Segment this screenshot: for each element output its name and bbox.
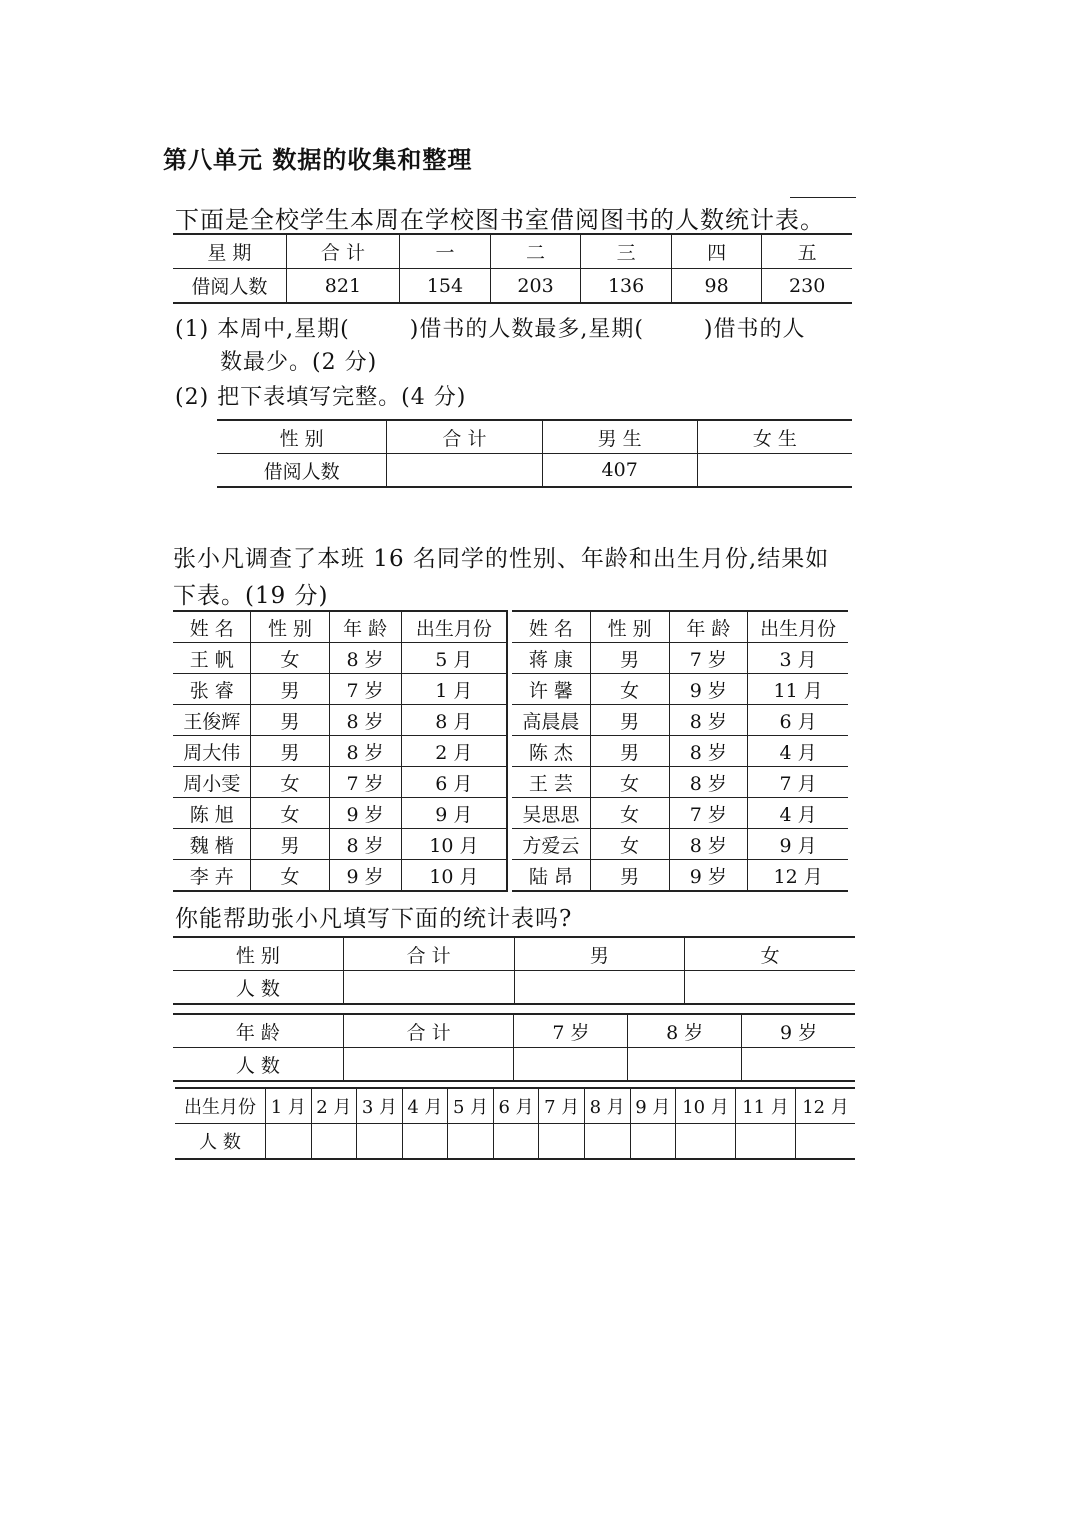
table-row bbox=[173, 767, 507, 798]
table-row bbox=[512, 767, 848, 798]
section2-prompt-line1: 张小凡调查了本班 16 名同学的性别、年龄和出生月份,结果如 bbox=[173, 546, 830, 572]
answer-cell[interactable] bbox=[311, 1124, 357, 1160]
answer-cell[interactable] bbox=[343, 971, 514, 1005]
table-cell: 女 bbox=[590, 767, 669, 798]
row-label: 人 数 bbox=[199, 1132, 241, 1153]
row-label: 借阅人数 bbox=[191, 276, 268, 298]
table-cell: 9 月 bbox=[401, 798, 507, 829]
table-cell: 6 月 bbox=[748, 705, 848, 736]
header-cell: 性 别 bbox=[590, 611, 669, 643]
table-cell: 女 bbox=[251, 767, 329, 798]
header-cell: 五 bbox=[762, 234, 852, 269]
header-cell: 姓 名 bbox=[512, 611, 590, 643]
table-cell: 陈 杰 bbox=[512, 736, 590, 767]
section1-prompt: 下面是全校学生本周在学校图书室借阅图书的人数统计表。 bbox=[175, 206, 825, 234]
answer-cell[interactable] bbox=[628, 1048, 742, 1082]
table-cell: 9 岁 bbox=[669, 674, 748, 705]
month-header-cell: 12 月 bbox=[796, 1088, 855, 1124]
value-cell: 821 bbox=[286, 269, 399, 304]
table-cell: 蒋 康 bbox=[512, 643, 590, 674]
table-row bbox=[173, 736, 507, 767]
gender-borrow-table bbox=[217, 419, 852, 488]
table-cell: 李 卉 bbox=[189, 865, 234, 888]
table-row bbox=[512, 736, 848, 767]
table-row bbox=[173, 860, 507, 892]
table-cell: 王 芸 bbox=[512, 767, 590, 798]
table-cell: 2 月 bbox=[401, 736, 507, 767]
header-cell: 男 bbox=[514, 937, 685, 971]
table-row bbox=[173, 705, 507, 736]
answer-cell[interactable] bbox=[584, 1124, 630, 1160]
table-cell: 男 bbox=[590, 705, 669, 736]
value-cell: 136 bbox=[581, 269, 672, 304]
answer-cell[interactable] bbox=[402, 1124, 448, 1160]
question-1-line2: 数最少。(2 分) bbox=[220, 350, 378, 375]
header-cell: 7 岁 bbox=[514, 1014, 628, 1048]
student-table-left bbox=[173, 610, 508, 892]
header-cell: 合 计 bbox=[343, 937, 514, 971]
table-cell: 女 bbox=[251, 860, 329, 892]
table-cell: 8 岁 bbox=[329, 643, 401, 674]
table-cell: 女 bbox=[590, 798, 669, 829]
table-cell: 4 月 bbox=[748, 798, 848, 829]
table-row bbox=[173, 829, 507, 860]
month-header-cell: 3 月 bbox=[357, 1088, 403, 1124]
table-cell: 男 bbox=[251, 674, 329, 705]
table-cell: 张 睿 bbox=[173, 674, 251, 705]
table-cell: 女 bbox=[251, 798, 329, 829]
top-rule bbox=[790, 197, 856, 198]
header-cell: 性 别 bbox=[217, 420, 387, 454]
table-row bbox=[173, 643, 507, 674]
table-cell: 周小雯 bbox=[173, 767, 251, 798]
answer-cell[interactable] bbox=[514, 1048, 628, 1082]
table-cell: 1 月 bbox=[401, 674, 507, 705]
answer-cell[interactable] bbox=[796, 1124, 855, 1160]
answer-cell[interactable] bbox=[539, 1124, 585, 1160]
month-header-cell: 2 月 bbox=[311, 1088, 357, 1124]
month-header-cell: 4 月 bbox=[402, 1088, 448, 1124]
table-cell: 许 馨 bbox=[512, 674, 590, 705]
table-cell: 王 帆 bbox=[173, 643, 251, 674]
header-cell: 合 计 bbox=[286, 234, 399, 269]
question-text: 本周中,星期( bbox=[217, 317, 350, 342]
table-cell: 8 月 bbox=[401, 705, 507, 736]
question-text: )借书的人数最多,星期( bbox=[409, 317, 644, 342]
table-cell: 8 岁 bbox=[669, 767, 748, 798]
header-cell: 合 计 bbox=[387, 420, 542, 454]
table-cell: 8 岁 bbox=[329, 705, 401, 736]
gender-count-table bbox=[173, 936, 855, 1005]
value-cell: 154 bbox=[400, 269, 491, 304]
header-cell: 合 计 bbox=[343, 1014, 514, 1048]
table-cell: 女 bbox=[590, 674, 669, 705]
header-cell: 星 期 bbox=[173, 234, 286, 269]
library-borrow-table bbox=[173, 233, 852, 304]
table-cell: 9 月 bbox=[748, 829, 848, 860]
table-row bbox=[512, 674, 848, 705]
value-cell: 203 bbox=[490, 269, 581, 304]
header-cell: 9 岁 bbox=[742, 1014, 855, 1048]
question-number: (1) bbox=[175, 317, 210, 342]
table-cell: 9 岁 bbox=[329, 798, 401, 829]
header-cell: 三 bbox=[581, 234, 672, 269]
answer-cell[interactable] bbox=[387, 454, 542, 488]
table-cell: 9 岁 bbox=[669, 860, 748, 892]
header-cell: 年 龄 bbox=[329, 611, 401, 643]
header-cell: 8 岁 bbox=[628, 1014, 742, 1048]
answer-cell[interactable] bbox=[514, 971, 685, 1005]
month-header-cell: 9 月 bbox=[630, 1088, 676, 1124]
table-cell: 8 岁 bbox=[329, 829, 401, 860]
table-row bbox=[512, 829, 848, 860]
answer-cell[interactable] bbox=[448, 1124, 494, 1160]
answer-cell[interactable] bbox=[266, 1124, 312, 1160]
table-cell: 10 月 bbox=[401, 860, 507, 892]
table-cell: 男 bbox=[251, 829, 329, 860]
header-cell: 出生月份 bbox=[401, 611, 507, 643]
table-cell: 4 月 bbox=[748, 736, 848, 767]
answer-cell[interactable] bbox=[697, 454, 852, 488]
table-cell: 3 月 bbox=[748, 643, 848, 674]
table-cell: 陆 昂 bbox=[528, 865, 573, 888]
table-cell: 8 岁 bbox=[669, 829, 748, 860]
table-cell: 7 岁 bbox=[669, 643, 748, 674]
table-cell: 6 月 bbox=[401, 767, 507, 798]
answer-cell[interactable] bbox=[736, 1124, 796, 1160]
header-cell: 女 bbox=[685, 937, 855, 971]
table-cell: 男 bbox=[590, 643, 669, 674]
question-1 bbox=[175, 312, 806, 343]
student-table-right bbox=[512, 610, 848, 892]
table-row bbox=[173, 674, 507, 705]
table-cell: 7 岁 bbox=[329, 767, 401, 798]
question-text: )借书的人 bbox=[703, 317, 806, 342]
header-cell: 一 bbox=[400, 234, 491, 269]
question-2 bbox=[175, 380, 466, 411]
table-cell: 吴思思 bbox=[512, 798, 590, 829]
table-cell: 高晨晨 bbox=[512, 705, 590, 736]
table-row bbox=[173, 798, 507, 829]
answer-cell[interactable] bbox=[357, 1124, 403, 1160]
table-cell: 7 岁 bbox=[329, 674, 401, 705]
table-cell: 女 bbox=[251, 643, 329, 674]
table-cell: 方爱云 bbox=[512, 829, 590, 860]
section2-question: 你能帮助张小凡填写下面的统计表吗? bbox=[175, 906, 573, 932]
row-label: 人 数 bbox=[235, 977, 280, 1000]
table-cell: 陈 旭 bbox=[173, 798, 251, 829]
table-cell: 5 月 bbox=[401, 643, 507, 674]
table-cell: 女 bbox=[590, 829, 669, 860]
month-header-cell: 7 月 bbox=[539, 1088, 585, 1124]
month-header-cell: 6 月 bbox=[493, 1088, 539, 1124]
month-header-cell: 1 月 bbox=[266, 1088, 312, 1124]
table-cell: 男 bbox=[251, 736, 329, 767]
table-cell: 8 岁 bbox=[669, 736, 748, 767]
header-cell: 女 生 bbox=[697, 420, 852, 454]
table-cell: 7 岁 bbox=[669, 798, 748, 829]
header-cell: 性 别 bbox=[173, 937, 343, 971]
header-cell: 出生月份 bbox=[748, 611, 848, 643]
table-row bbox=[512, 860, 848, 892]
table-row bbox=[512, 798, 848, 829]
header-cell: 年 龄 bbox=[173, 1014, 343, 1048]
answer-cell[interactable] bbox=[676, 1124, 736, 1160]
month-header-cell: 10 月 bbox=[676, 1088, 736, 1124]
table-row bbox=[512, 643, 848, 674]
row-label: 人 数 bbox=[235, 1054, 280, 1077]
table-cell: 男 bbox=[590, 736, 669, 767]
table-cell: 12 月 bbox=[748, 860, 848, 892]
header-cell: 年 龄 bbox=[669, 611, 748, 643]
answer-cell[interactable] bbox=[493, 1124, 539, 1160]
header-cell: 二 bbox=[490, 234, 581, 269]
answer-cell[interactable] bbox=[343, 1048, 514, 1082]
question-number: (2) bbox=[175, 385, 210, 410]
table-cell: 男 bbox=[251, 705, 329, 736]
header-cell: 四 bbox=[671, 234, 761, 269]
answer-cell[interactable] bbox=[630, 1124, 676, 1160]
table-row bbox=[512, 705, 848, 736]
header-cell: 姓 名 bbox=[173, 611, 251, 643]
month-count-table bbox=[175, 1087, 855, 1160]
value-cell: 407 bbox=[542, 454, 697, 488]
section2-prompt-line2: 下表。(19 分) bbox=[173, 583, 329, 609]
table-cell: 11 月 bbox=[748, 674, 848, 705]
table-cell: 男 bbox=[590, 860, 669, 892]
value-cell: 230 bbox=[762, 269, 852, 304]
question-text: 把下表填写完整。(4 分) bbox=[217, 385, 467, 410]
answer-cell[interactable] bbox=[685, 971, 855, 1005]
unit-title: 第八单元 数据的收集和整理 bbox=[163, 146, 473, 174]
row-label: 借阅人数 bbox=[263, 460, 340, 483]
value-cell: 98 bbox=[671, 269, 761, 304]
answer-cell[interactable] bbox=[742, 1048, 855, 1082]
table-cell: 8 岁 bbox=[669, 705, 748, 736]
month-header-cell: 11 月 bbox=[736, 1088, 796, 1124]
month-header-cell: 8 月 bbox=[584, 1088, 630, 1124]
header-cell: 男 生 bbox=[542, 420, 697, 454]
table-cell: 王俊辉 bbox=[173, 705, 251, 736]
month-header-cell: 5 月 bbox=[448, 1088, 494, 1124]
age-count-table bbox=[173, 1013, 855, 1082]
table-cell: 7 月 bbox=[748, 767, 848, 798]
table-cell: 魏 楷 bbox=[173, 829, 251, 860]
table-cell: 10 月 bbox=[401, 829, 507, 860]
table-cell: 周大伟 bbox=[173, 736, 251, 767]
row-header: 出生月份 bbox=[175, 1088, 266, 1124]
header-cell: 性 别 bbox=[251, 611, 329, 643]
table-cell: 9 岁 bbox=[329, 860, 401, 892]
table-cell: 8 岁 bbox=[329, 736, 401, 767]
